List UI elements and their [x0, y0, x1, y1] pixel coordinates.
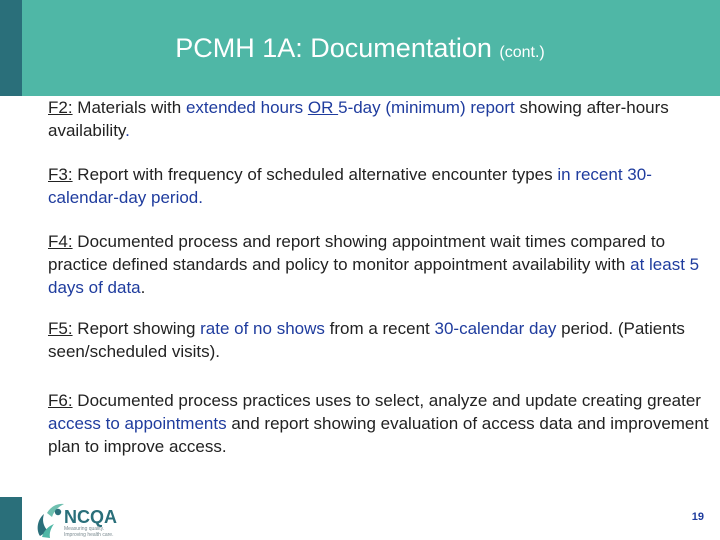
- body-text: Materials with: [72, 98, 186, 117]
- svg-text:Improving health care.: Improving health care.: [64, 532, 114, 538]
- svg-text:NCQA: NCQA: [64, 507, 117, 527]
- requirement-code: F6:: [48, 391, 73, 410]
- ncqa-logo: [34, 500, 134, 540]
- highlighted-text: extended hours: [185, 98, 304, 117]
- body-text: from a recent: [324, 319, 435, 338]
- requirement-text: [48, 391, 709, 456]
- body-text: Documented process and report showing appointment wait times compared to practice defined standards and policy to monitor appointment availability with: [48, 232, 666, 274]
- body-text: Report with frequency of scheduled alternative encounter types: [72, 165, 558, 184]
- requirement-text: [48, 232, 699, 297]
- highlighted-text: at least 5 days of data: [48, 255, 700, 297]
- footer-stripe: [0, 497, 22, 540]
- slide-title-main: PCMH 1A: Documentation: [175, 33, 492, 63]
- svg-text:Measuring quality.: Measuring quality.: [64, 526, 105, 532]
- body-text: period. (Patients seen/scheduled visits).: [48, 319, 685, 361]
- requirement-code: F4:: [48, 232, 73, 251]
- requirement-text: [48, 319, 685, 361]
- highlighted-text: 5-day (minimum) report: [338, 98, 515, 117]
- body-text: showing after-hours availability: [48, 98, 669, 140]
- body-text: and report showing evaluation of access data and improvement plan to improve access.: [48, 414, 709, 456]
- highlighted-text: access to appointments: [48, 414, 227, 433]
- highlighted-text: 30-calendar day: [434, 319, 557, 338]
- requirement-item: [48, 163, 718, 209]
- slide-body: [48, 96, 718, 458]
- requirement-item: [48, 389, 718, 458]
- requirement-item: [48, 317, 718, 363]
- requirement-code: F5:: [48, 319, 73, 338]
- page-number: 19: [691, 511, 704, 523]
- body-text: Documented process practices uses to select, analyze and update creating greater: [72, 391, 701, 410]
- requirement-code: F3:: [48, 165, 73, 184]
- ncqa-logo-mark: [34, 500, 134, 540]
- requirement-item: [48, 230, 718, 299]
- requirement-text: [48, 165, 652, 207]
- body-text: Report showing: [72, 319, 201, 338]
- title-bar: [0, 0, 720, 96]
- requirement-item: [48, 96, 718, 142]
- highlighted-text: .: [125, 121, 130, 140]
- highlighted-text: in recent 30-calendar-day period.: [48, 165, 652, 207]
- slide-title: [0, 30, 720, 71]
- requirement-code: F2:: [48, 98, 73, 117]
- body-text: .: [140, 278, 146, 297]
- slide-title-suffix: (cont.): [499, 44, 545, 61]
- highlighted-text: rate of no shows: [200, 319, 325, 338]
- highlighted-underlined-text: OR: [307, 98, 339, 117]
- requirement-text: [48, 98, 669, 140]
